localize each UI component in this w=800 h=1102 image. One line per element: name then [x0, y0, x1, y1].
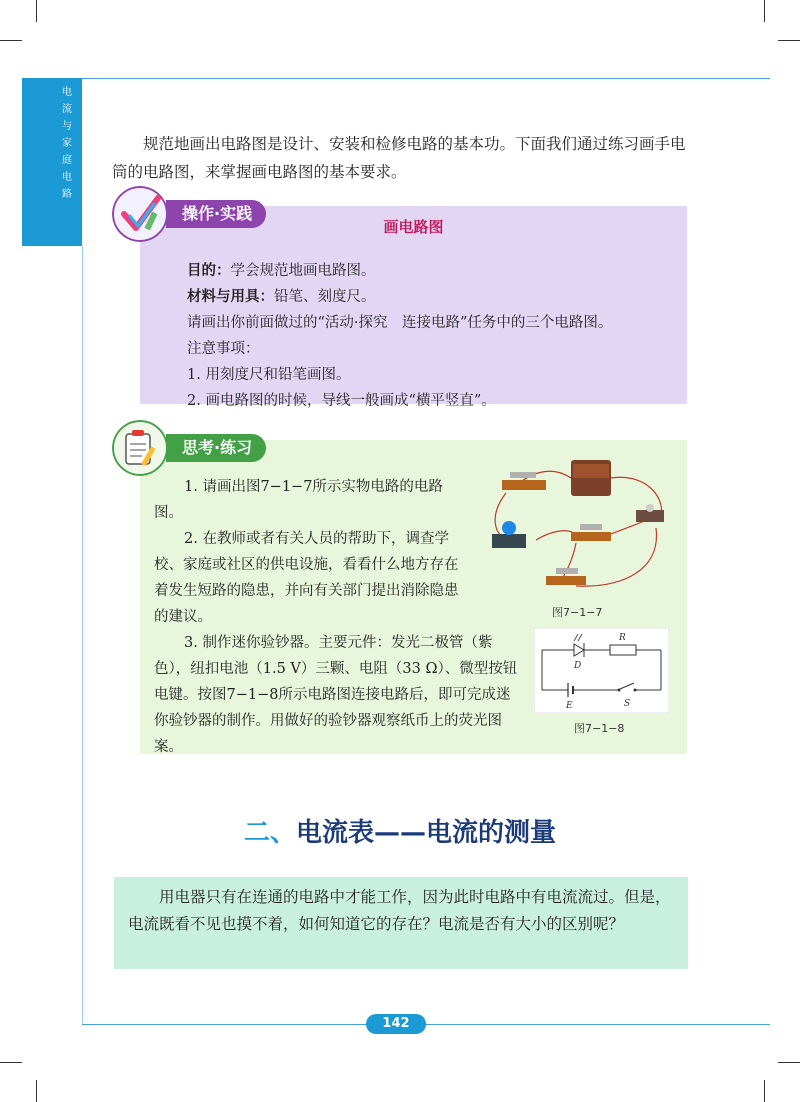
notes-label: 注意事项： [187, 341, 260, 357]
exercise-question-1: 1. 请画出图7−1−7所示实物电路的电路图。 [154, 479, 443, 521]
crop-mark [0, 1062, 22, 1063]
purpose-label: 目的： [187, 263, 231, 279]
side-char: 流 [62, 104, 72, 115]
label-E: E [566, 701, 573, 711]
note-2: 2. 画电路图的时候，导线一般画成“横平竖直”。 [187, 393, 496, 409]
figure-7-1-7-caption: 图7−1−7 [552, 606, 603, 619]
practice-badge-label: 操作·实践 [166, 200, 266, 228]
clipboard-pen-icon [112, 420, 168, 476]
page-number: 142 [366, 1014, 426, 1034]
section-number: 二、 [243, 818, 296, 848]
question-text: 用电器只有在连通的电路中才能工作，因为此时电路中有电流流过。但是，电流既看不见也摸不着，如何知道它的存在？电流是否有大小的区别呢？ [128, 888, 671, 933]
side-char: 庭 [62, 155, 72, 166]
materials-label: 材料与用具： [187, 289, 274, 305]
side-char: 与 [62, 121, 72, 132]
exercise-question-3: 3. 制作迷你验钞器。主要元件：发光二极管（紫色），纽扣电池（1.5 V）三颗、电阻（33 Ω）、微型按钮电键。按图7−1−8所示电路图连接电路后，即可完成迷你验钞器的制作。用做好的验钞器观察纸币上的荧光图案。 [154, 635, 518, 755]
exercise-badge-label: 思考·练习 [166, 434, 266, 462]
margin-rule [82, 246, 83, 1024]
physical-circuit-figure [476, 448, 676, 598]
practice-body [187, 258, 682, 414]
crop-mark [764, 0, 765, 22]
chapter-side-tab-text [60, 84, 74, 203]
side-char: 电 [62, 87, 72, 98]
side-char: 路 [62, 189, 72, 200]
figure-7-1-8-caption: 图7−1−8 [574, 722, 625, 735]
task-text: 请画出你前面做过的“活动·探究 连接电路”任务中的三个电路图。 [187, 315, 613, 331]
crop-mark [0, 40, 22, 41]
note-1: 1. 用刻度尺和铅笔画图。 [187, 367, 351, 383]
label-S: S [624, 699, 631, 709]
practice-title: 画电路图 [383, 218, 444, 236]
side-char: 电 [62, 172, 72, 183]
header-rule [82, 78, 770, 79]
circuit-diagram-figure [534, 628, 669, 713]
materials-text: 铅笔、刻度尺。 [274, 289, 376, 305]
side-char: 家 [62, 138, 72, 149]
intro-paragraph: 规范地画出电路图是设计、安装和检修电路的基本功。下面我们通过练习画手电筒的电路图，来掌握画电路图的基本要求。 [112, 135, 686, 181]
footer-rule [82, 1024, 770, 1025]
crop-mark [36, 0, 37, 22]
section-title: 电流表——电流的测量 [296, 818, 557, 848]
purpose-text: 学会规范地画电路图。 [230, 263, 376, 279]
crop-mark [778, 1062, 800, 1063]
crop-mark [778, 40, 800, 41]
label-D: D [574, 661, 582, 671]
section-heading [0, 812, 800, 849]
exercise-question-2: 2. 在教师或者有关人员的帮助下，调查学校、家庭或社区的供电设施，看看什么地方存在着发生短路的隐患，并向有关部门提出消除隐患的建议。 [154, 531, 459, 625]
crop-mark [36, 1080, 37, 1102]
crop-mark [764, 1080, 765, 1102]
label-R: R [619, 633, 626, 643]
